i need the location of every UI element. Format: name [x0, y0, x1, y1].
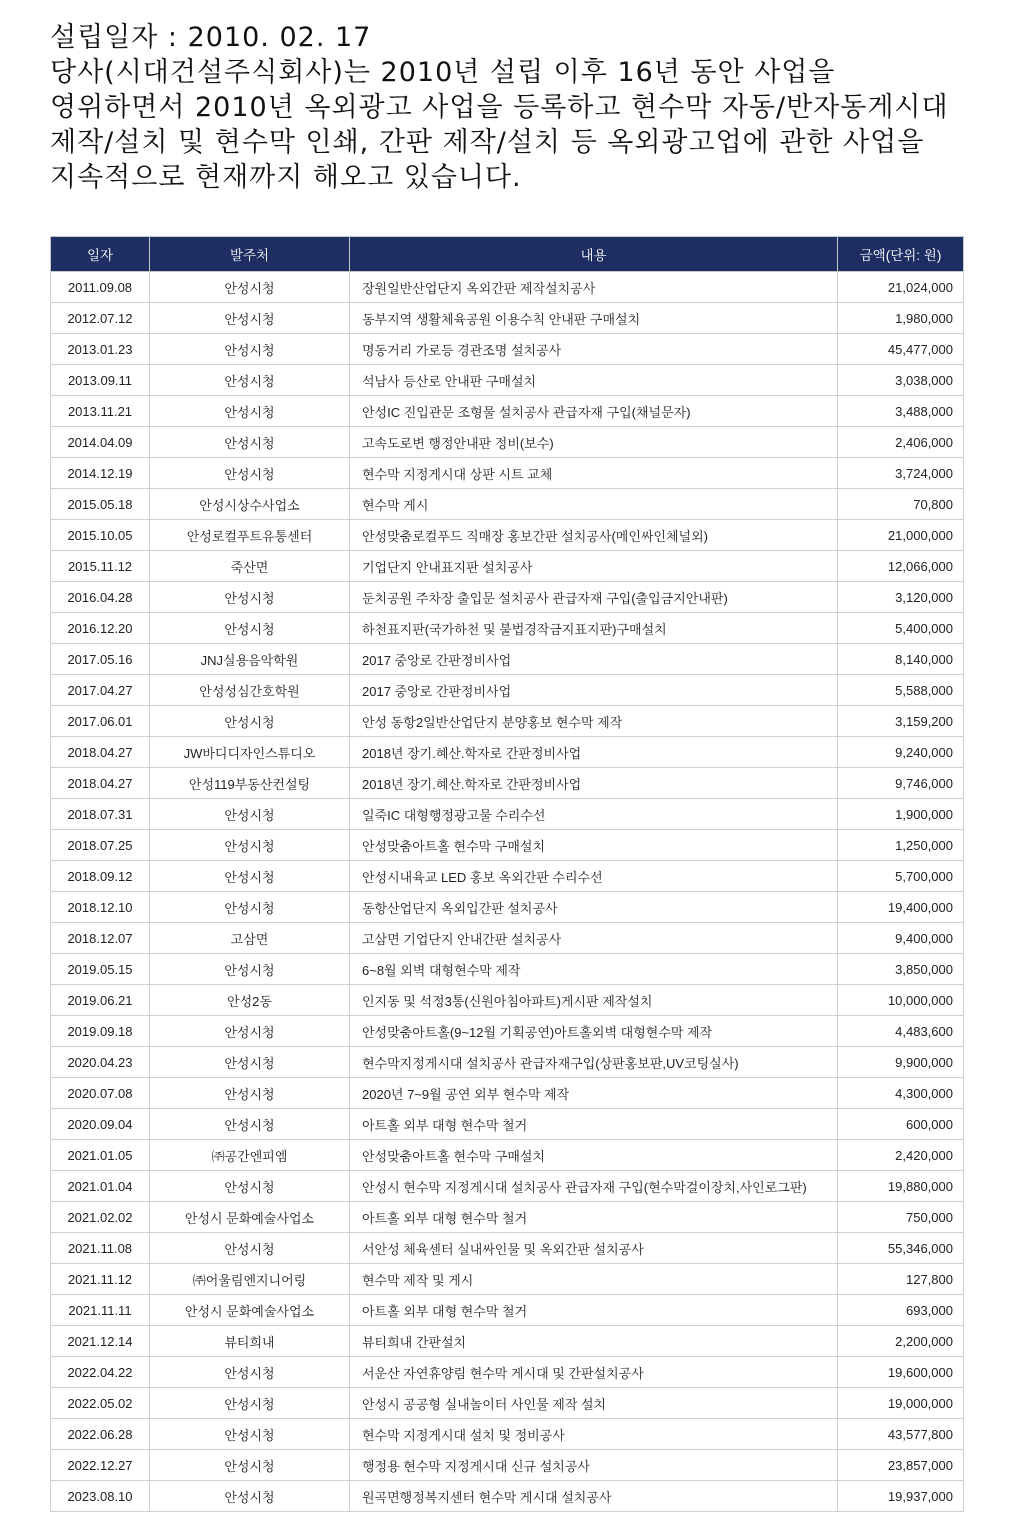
cell-client: 안성시청: [150, 334, 350, 365]
cell-client: 안성시청: [150, 613, 350, 644]
table-row: [51, 582, 964, 613]
table-row: [51, 737, 964, 768]
cell-date: 2019.09.18: [51, 1016, 150, 1047]
cell-amount: 5,588,000: [838, 675, 964, 706]
cell-date: 2019.06.21: [51, 985, 150, 1016]
table-row: [51, 954, 964, 985]
cell-content: 안성맞춤아트홀 현수막 구매설치: [350, 830, 838, 861]
table-row: [51, 985, 964, 1016]
header-content: 내용: [350, 237, 838, 272]
cell-content: 현수막 제작 및 게시: [350, 1264, 838, 1295]
table-row: [51, 1140, 964, 1171]
cell-content: 2018년 장기.혜산.학자로 간판정비사업: [350, 737, 838, 768]
intro-line-4: 지속적으로 현재까지 해오고 있습니다.: [50, 162, 522, 193]
cell-amount: 2,406,000: [838, 427, 964, 458]
cell-content: 6~8월 외벽 대형현수막 제작: [350, 954, 838, 985]
cell-amount: 9,400,000: [838, 923, 964, 954]
cell-date: 2014.12.19: [51, 458, 150, 489]
cell-amount: 5,700,000: [838, 861, 964, 892]
cell-date: 2013.09.11: [51, 365, 150, 396]
cell-amount: 693,000: [838, 1295, 964, 1326]
cell-date: 2022.06.28: [51, 1419, 150, 1450]
table-row: [51, 1016, 964, 1047]
cell-client: 안성시청: [150, 1450, 350, 1481]
cell-amount: 3,850,000: [838, 954, 964, 985]
company-intro: [50, 20, 1010, 195]
table-header-row: [51, 237, 964, 272]
table-row: [51, 365, 964, 396]
header-date: 일자: [51, 237, 150, 272]
cell-client: 안성시청: [150, 1481, 350, 1512]
cell-amount: 3,159,200: [838, 706, 964, 737]
cell-date: 2021.01.04: [51, 1171, 150, 1202]
cell-date: 2021.01.05: [51, 1140, 150, 1171]
cell-client: 안성시청: [150, 799, 350, 830]
cell-amount: 1,900,000: [838, 799, 964, 830]
cell-amount: 19,937,000: [838, 1481, 964, 1512]
table-row: [51, 706, 964, 737]
cell-amount: 3,038,000: [838, 365, 964, 396]
cell-amount: 9,240,000: [838, 737, 964, 768]
cell-date: 2018.12.10: [51, 892, 150, 923]
table-row: [51, 861, 964, 892]
cell-amount: 4,483,600: [838, 1016, 964, 1047]
cell-client: 안성로컬푸트유통센터: [150, 520, 350, 551]
cell-date: 2021.02.02: [51, 1202, 150, 1233]
cell-client: 안성시 문화예술사업소: [150, 1295, 350, 1326]
table-row: [51, 1326, 964, 1357]
cell-client: 안성시청: [150, 303, 350, 334]
cell-date: 2021.11.08: [51, 1233, 150, 1264]
cell-content: 둔치공원 주차장 출입문 설치공사 관급자재 구입(출입금지안내판): [350, 582, 838, 613]
cell-amount: 70,800: [838, 489, 964, 520]
cell-content: 현수막 지정게시대 상판 시트 교체: [350, 458, 838, 489]
cell-date: 2020.04.23: [51, 1047, 150, 1078]
cell-client: 안성시청: [150, 892, 350, 923]
cell-amount: 3,488,000: [838, 396, 964, 427]
table-row: [51, 675, 964, 706]
cell-amount: 1,980,000: [838, 303, 964, 334]
table-row: [51, 1295, 964, 1326]
table-row: [51, 830, 964, 861]
cell-date: 2018.07.25: [51, 830, 150, 861]
cell-amount: 19,880,000: [838, 1171, 964, 1202]
cell-amount: 9,746,000: [838, 768, 964, 799]
header-client: 발주처: [150, 237, 350, 272]
cell-date: 2022.04.22: [51, 1357, 150, 1388]
table-row: [51, 1264, 964, 1295]
cell-amount: 19,000,000: [838, 1388, 964, 1419]
intro-line-2: 영위하면서 2010년 옥외광고 사업을 등록하고 현수막 자동/반자동게시대: [50, 92, 949, 123]
table-row: [51, 1078, 964, 1109]
cell-date: 2017.05.16: [51, 644, 150, 675]
cell-amount: 3,724,000: [838, 458, 964, 489]
cell-date: 2015.11.12: [51, 551, 150, 582]
cell-content: 아트홀 외부 대형 현수막 철거: [350, 1295, 838, 1326]
cell-date: 2020.09.04: [51, 1109, 150, 1140]
cell-client: ㈜어울림엔지니어링: [150, 1264, 350, 1295]
cell-client: 안성시청: [150, 954, 350, 985]
table-row: [51, 1419, 964, 1450]
cell-date: 2018.04.27: [51, 768, 150, 799]
cell-date: 2019.05.15: [51, 954, 150, 985]
cell-amount: 10,000,000: [838, 985, 964, 1016]
cell-date: 2012.07.12: [51, 303, 150, 334]
cell-content: 2017 중앙로 간판정비사업: [350, 675, 838, 706]
table-row: [51, 334, 964, 365]
intro-line-3: 제작/설치 및 현수막 인쇄, 간판 제작/설치 등 옥외광고업에 관한 사업을: [50, 127, 925, 158]
cell-content: 안성맞춤아트홀(9~12월 기획공연)아트홀외벽 대형현수막 제작: [350, 1016, 838, 1047]
table-row: [51, 644, 964, 675]
table-row: [51, 892, 964, 923]
cell-date: 2017.04.27: [51, 675, 150, 706]
table-row: [51, 427, 964, 458]
cell-client: 안성시청: [150, 1016, 350, 1047]
cell-client: 안성성심간호학원: [150, 675, 350, 706]
cell-content: 2017 중앙로 간판정비사업: [350, 644, 838, 675]
cell-client: 안성시청: [150, 706, 350, 737]
cell-client: 안성시청: [150, 1171, 350, 1202]
cell-amount: 750,000: [838, 1202, 964, 1233]
cell-date: 2015.05.18: [51, 489, 150, 520]
table-body: [51, 272, 964, 1512]
cell-content: 안성시 공공형 실내놀이터 사인물 제작 설치: [350, 1388, 838, 1419]
cell-client: 안성시청: [150, 1047, 350, 1078]
table-row: [51, 303, 964, 334]
cell-amount: 3,120,000: [838, 582, 964, 613]
cell-date: 2016.04.28: [51, 582, 150, 613]
table-row: [51, 1109, 964, 1140]
header-amount: 금액(단위: 원): [838, 237, 964, 272]
cell-content: 안성시내육교 LED 홍보 옥외간판 수리수선: [350, 861, 838, 892]
cell-client: 안성시상수사업소: [150, 489, 350, 520]
cell-amount: 12,066,000: [838, 551, 964, 582]
cell-date: 2018.12.07: [51, 923, 150, 954]
cell-date: 2015.10.05: [51, 520, 150, 551]
cell-client: 안성시청: [150, 582, 350, 613]
table-row: [51, 1202, 964, 1233]
cell-content: 2018년 장기.혜산.학자로 간판정비사업: [350, 768, 838, 799]
cell-client: 뷰티희내: [150, 1326, 350, 1357]
cell-date: 2022.05.02: [51, 1388, 150, 1419]
cell-amount: 9,900,000: [838, 1047, 964, 1078]
intro-line-1: 당사(시대건설주식회사)는 2010년 설립 이후 16년 동안 사업을: [50, 57, 836, 88]
cell-content: 하천표지판(국가하천 및 불법경작금지표지판)구매설치: [350, 613, 838, 644]
cell-content: 안성시 현수막 지정게시대 설치공사 관급자재 구입(현수막걸이장치,사인로그판): [350, 1171, 838, 1202]
cell-client: JNJ실용음악학원: [150, 644, 350, 675]
cell-date: 2018.09.12: [51, 861, 150, 892]
cell-content: 동항산업단지 옥외입간판 설치공사: [350, 892, 838, 923]
cell-content: 고삼면 기업단지 안내간판 설치공사: [350, 923, 838, 954]
cell-content: 동부지역 생활체육공원 이용수칙 안내판 구매설치: [350, 303, 838, 334]
cell-date: 2023.08.10: [51, 1481, 150, 1512]
cell-client: 안성2동: [150, 985, 350, 1016]
cell-date: 2021.11.11: [51, 1295, 150, 1326]
project-history-table: [50, 236, 964, 1512]
cell-amount: 4,300,000: [838, 1078, 964, 1109]
cell-content: 원곡면행정복지센터 현수막 게시대 설치공사: [350, 1481, 838, 1512]
cell-client: 고삼면: [150, 923, 350, 954]
cell-amount: 19,400,000: [838, 892, 964, 923]
table-row: [51, 1388, 964, 1419]
cell-content: 서안성 체육센터 실내싸인물 및 옥외간판 설치공사: [350, 1233, 838, 1264]
cell-content: 현수막 지정게시대 설치 및 정비공사: [350, 1419, 838, 1450]
cell-date: 2018.04.27: [51, 737, 150, 768]
table-row: [51, 923, 964, 954]
cell-content: 아트홀 외부 대형 현수막 철거: [350, 1109, 838, 1140]
cell-amount: 2,420,000: [838, 1140, 964, 1171]
cell-date: 2021.12.14: [51, 1326, 150, 1357]
cell-client: 안성시청: [150, 830, 350, 861]
cell-client: 안성시청: [150, 1419, 350, 1450]
cell-amount: 43,577,800: [838, 1419, 964, 1450]
cell-content: 서운산 자연휴양림 현수막 게시대 및 간판설치공사: [350, 1357, 838, 1388]
cell-content: 안성 동항2일반산업단지 분양홍보 현수막 제작: [350, 706, 838, 737]
cell-date: 2022.12.27: [51, 1450, 150, 1481]
cell-client: 안성시청: [150, 861, 350, 892]
cell-client: 안성시청: [150, 272, 350, 303]
cell-client: 안성119부동산컨설팅: [150, 768, 350, 799]
cell-amount: 21,024,000: [838, 272, 964, 303]
cell-date: 2016.12.20: [51, 613, 150, 644]
cell-client: ㈜공간엔피엠: [150, 1140, 350, 1171]
table-row: [51, 1450, 964, 1481]
cell-date: 2017.06.01: [51, 706, 150, 737]
cell-client: 안성시청: [150, 1078, 350, 1109]
cell-client: 안성시청: [150, 1388, 350, 1419]
cell-content: 일죽IC 대형행정광고물 수리수선: [350, 799, 838, 830]
table-row: [51, 799, 964, 830]
cell-date: 2021.11.12: [51, 1264, 150, 1295]
cell-client: 죽산면: [150, 551, 350, 582]
cell-client: 안성시청: [150, 1233, 350, 1264]
table-row: [51, 1047, 964, 1078]
cell-content: 현수막지정게시대 설치공사 관급자재구입(상판홍보판,UV코팅실사): [350, 1047, 838, 1078]
cell-amount: 23,857,000: [838, 1450, 964, 1481]
cell-client: 안성시청: [150, 1109, 350, 1140]
cell-amount: 1,250,000: [838, 830, 964, 861]
cell-content: 아트홀 외부 대형 현수막 철거: [350, 1202, 838, 1233]
cell-content: 뷰티희내 간판설치: [350, 1326, 838, 1357]
cell-date: 2018.07.31: [51, 799, 150, 830]
cell-amount: 55,346,000: [838, 1233, 964, 1264]
cell-content: 장원일반산업단지 옥외간판 제작설치공사: [350, 272, 838, 303]
cell-client: 안성시청: [150, 458, 350, 489]
cell-content: 행정용 현수막 지정게시대 신규 설치공사: [350, 1450, 838, 1481]
founding-date: 설립일자 : 2010. 02. 17: [50, 22, 372, 53]
table-row: [51, 458, 964, 489]
cell-client: JW바디디자인스튜디오: [150, 737, 350, 768]
cell-client: 안성시청: [150, 1357, 350, 1388]
cell-amount: 600,000: [838, 1109, 964, 1140]
table-row: [51, 1481, 964, 1512]
table-row: [51, 489, 964, 520]
cell-amount: 45,477,000: [838, 334, 964, 365]
table-row: [51, 551, 964, 582]
cell-content: 명동거리 가로등 경관조명 설치공사: [350, 334, 838, 365]
cell-amount: 21,000,000: [838, 520, 964, 551]
cell-amount: 127,800: [838, 1264, 964, 1295]
cell-amount: 8,140,000: [838, 644, 964, 675]
table-row: [51, 613, 964, 644]
cell-amount: 19,600,000: [838, 1357, 964, 1388]
table-row: [51, 272, 964, 303]
cell-date: 2013.11.21: [51, 396, 150, 427]
cell-amount: 2,200,000: [838, 1326, 964, 1357]
table-row: [51, 768, 964, 799]
cell-date: 2020.07.08: [51, 1078, 150, 1109]
cell-content: 기업단지 안내표지판 설치공사: [350, 551, 838, 582]
cell-content: 석남사 등산로 안내판 구매설치: [350, 365, 838, 396]
table-row: [51, 520, 964, 551]
cell-date: 2013.01.23: [51, 334, 150, 365]
cell-client: 안성시 문화예술사업소: [150, 1202, 350, 1233]
cell-client: 안성시청: [150, 396, 350, 427]
cell-date: 2011.09.08: [51, 272, 150, 303]
table-row: [51, 1233, 964, 1264]
table-row: [51, 1357, 964, 1388]
table-row: [51, 396, 964, 427]
cell-content: 안성맞춤아트홀 현수막 구매설치: [350, 1140, 838, 1171]
cell-client: 안성시청: [150, 365, 350, 396]
table-row: [51, 1171, 964, 1202]
cell-amount: 5,400,000: [838, 613, 964, 644]
cell-content: 안성IC 진입관문 조형물 설치공사 관급자재 구입(채널문자): [350, 396, 838, 427]
cell-date: 2014.04.09: [51, 427, 150, 458]
cell-content: 고속도로변 행정안내판 정비(보수): [350, 427, 838, 458]
cell-content: 2020년 7~9월 공연 외부 현수막 제작: [350, 1078, 838, 1109]
cell-content: 인지동 및 석정3통(신원아침아파트)게시판 제작설치: [350, 985, 838, 1016]
cell-content: 현수막 게시: [350, 489, 838, 520]
cell-content: 안성맞춤로컬푸드 직매장 홍보간판 설치공사(메인싸인체널외): [350, 520, 838, 551]
cell-client: 안성시청: [150, 427, 350, 458]
